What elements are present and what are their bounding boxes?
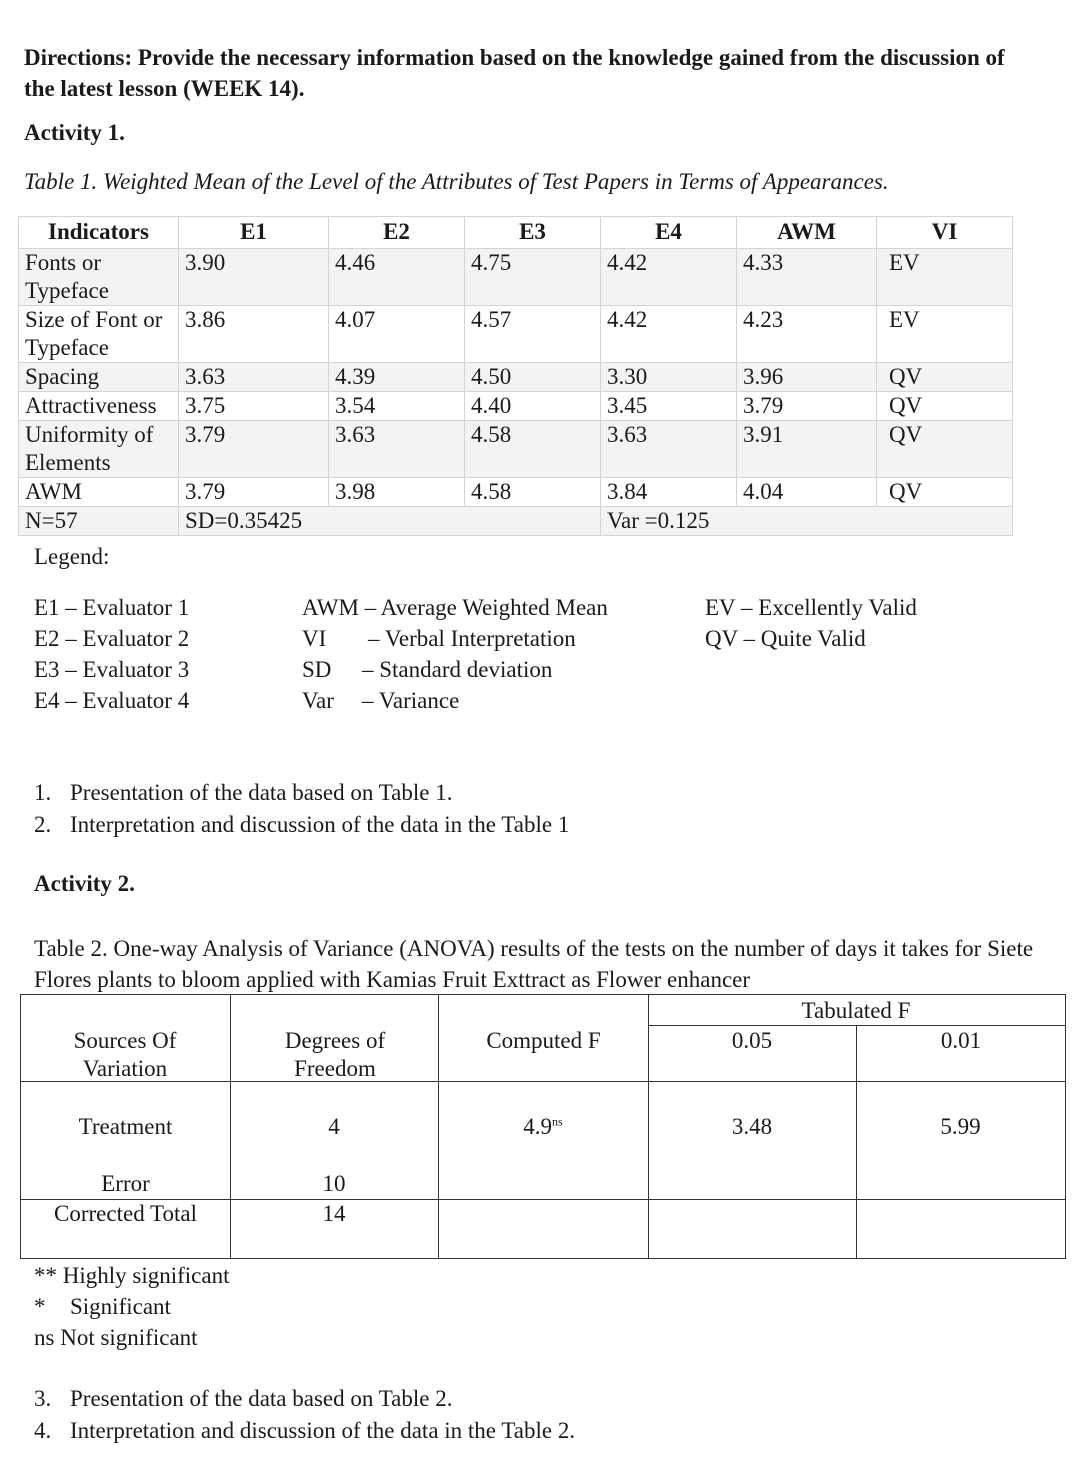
cell-vi: QV: [877, 363, 1013, 392]
cell-e1: 3.90: [179, 249, 329, 306]
sig-key: ns: [34, 1325, 55, 1350]
significance-legend: [34, 1260, 229, 1353]
legend-meaning: – Average Weighted Mean: [364, 595, 608, 620]
activity-2-questions: [34, 1383, 575, 1447]
table-2-caption: Table 2. One-way Analysis of Variance (ANOVA) results of the tests on the number of days it takes for Siete Flores plants to bloom applied with Kamias Fruit Exttract as Flower enhancer: [34, 936, 1034, 992]
table-1: [18, 216, 1013, 536]
cell-e2: 4.07: [329, 306, 465, 363]
legend-meaning: – Standard deviation: [362, 657, 553, 682]
row-treatment-f-005: 3.48: [731, 1114, 773, 1139]
cell-e4: 3.63: [601, 421, 737, 478]
cell-e3: 4.58: [465, 421, 601, 478]
legend-abbrev: AWM: [302, 595, 359, 620]
question-number: 2.: [34, 812, 52, 837]
cell-indicator: Attractiveness: [19, 392, 179, 421]
cell-e2: 3.98: [329, 478, 465, 507]
header-awm: AWM: [737, 217, 877, 249]
cell-e3: 4.75: [465, 249, 601, 306]
sig-key: *: [34, 1294, 46, 1319]
cell-e4: 4.42: [601, 306, 737, 363]
header-tabulated-f: Tabulated F: [801, 998, 911, 1023]
header-e3: E3: [465, 217, 601, 249]
legend-item: E3 – Evaluator 3: [34, 657, 190, 682]
cell-vi: QV: [877, 421, 1013, 478]
question-text: Presentation of the data based on Table 1.: [70, 780, 453, 805]
header-e2: E2: [329, 217, 465, 249]
legend-item: QV – Quite Valid: [705, 626, 866, 651]
cell-awm: 3.96: [737, 363, 877, 392]
question-text: Interpretation and discussion of the data in the Table 2.: [70, 1418, 576, 1443]
question-text: Interpretation and discussion of the data in the Table 1: [70, 812, 570, 837]
cell-e3: 4.57: [465, 306, 601, 363]
table-1-header-row: [19, 217, 1013, 249]
cell-indicator: AWM: [19, 478, 179, 507]
directions-text: Directions: Provide the necessary information based on the knowledge gained from the discussion of the latest lesson (WEEK 14).: [24, 45, 1005, 101]
cell-awm: 3.79: [737, 392, 877, 421]
list-item: [34, 809, 569, 841]
cell-e1: 3.63: [179, 363, 329, 392]
sig-meaning: Not significant: [60, 1325, 198, 1350]
table-divider: [856, 1025, 857, 1258]
cell-awm: 3.91: [737, 421, 877, 478]
computed-f-significance: ns: [552, 1114, 563, 1129]
cell-e2: 4.39: [329, 363, 465, 392]
cell-indicator: Fonts or Typeface: [19, 249, 179, 306]
cell-e1: 3.75: [179, 392, 329, 421]
header-computed-f: Computed F: [486, 1028, 601, 1053]
header-e1: E1: [179, 217, 329, 249]
activity-1-questions: [34, 777, 569, 841]
legend-meaning: – Verbal Interpretation: [368, 626, 576, 651]
legend-item: E1 – Evaluator 1: [34, 595, 190, 620]
row-treatment-df: 4: [328, 1114, 340, 1139]
cell-indicator: Uniformity of Elements: [19, 421, 179, 478]
table-row: [19, 478, 1013, 507]
table-divider: [648, 1025, 1065, 1026]
row-total-label: Corrected Total: [54, 1201, 197, 1226]
header-f-005: 0.05: [731, 1028, 773, 1053]
computed-f-value: 4.9: [523, 1114, 553, 1139]
row-total-df: 14: [322, 1201, 346, 1226]
legend-abbrev: Var: [302, 688, 334, 713]
legend-item: [302, 685, 608, 716]
legend-title: Legend:: [34, 544, 110, 569]
header-f-001: 0.01: [940, 1028, 982, 1053]
cell-e4: 3.30: [601, 363, 737, 392]
header-indicators: Indicators: [19, 217, 179, 249]
row-treatment-f-001: 5.99: [940, 1114, 981, 1139]
list-item: [34, 1322, 229, 1353]
header-vi: VI: [877, 217, 1013, 249]
cell-indicator: Size of Font or Typeface: [19, 306, 179, 363]
cell-e1: 3.79: [179, 478, 329, 507]
sig-meaning: Significant: [70, 1294, 171, 1319]
row-error-df: 10: [322, 1171, 346, 1196]
activity-2-heading: Activity 2.: [34, 871, 135, 896]
cell-indicator: Spacing: [19, 363, 179, 392]
cell-awm: 4.23: [737, 306, 877, 363]
legend-item: E4 – Evaluator 4: [34, 688, 190, 713]
cell-e3: 4.40: [465, 392, 601, 421]
list-item: [34, 1415, 575, 1447]
table-1-caption: Table 1. Weighted Mean of the Level of the Attributes of Test Papers in Terms of Appearances.: [24, 169, 889, 194]
cell-e3: 4.58: [465, 478, 601, 507]
activity-1-heading: Activity 1.: [24, 120, 125, 145]
cell-e4: 4.42: [601, 249, 737, 306]
row-error-label: Error: [101, 1171, 150, 1196]
table-2: [20, 994, 1066, 1259]
list-item: [34, 777, 569, 809]
legend-meaning: – Variance: [362, 688, 460, 713]
legend-abbrev: VI: [302, 626, 327, 651]
cell-sd: SD=0.35425: [179, 507, 601, 536]
table-row: [19, 421, 1013, 478]
cell-vi: QV: [877, 478, 1013, 507]
cell-vi: QV: [877, 392, 1013, 421]
question-text: Presentation of the data based on Table 2.: [70, 1386, 453, 1411]
legend-abbreviations: [302, 592, 608, 716]
legend-validity: [705, 592, 917, 654]
row-treatment-label: Treatment: [78, 1114, 173, 1139]
table-row: [19, 306, 1013, 363]
list-item: [34, 1260, 229, 1291]
table-row: [19, 363, 1013, 392]
cell-e2: 4.46: [329, 249, 465, 306]
sig-meaning: Highly significant: [62, 1263, 230, 1288]
legend-item: E2 – Evaluator 2: [34, 626, 190, 651]
cell-e2: 3.63: [329, 421, 465, 478]
cell-awm: 4.04: [737, 478, 877, 507]
cell-var: Var =0.125: [601, 507, 1013, 536]
legend-item: [302, 592, 608, 623]
legend-abbrev: SD: [302, 657, 332, 682]
cell-vi: EV: [877, 306, 1013, 363]
legend-item: EV – Excellently Valid: [705, 595, 917, 620]
question-number: 1.: [34, 780, 52, 805]
question-number: 4.: [34, 1418, 52, 1443]
cell-e3: 4.50: [465, 363, 601, 392]
cell-e4: 3.84: [601, 478, 737, 507]
table-footer-row: [19, 507, 1013, 536]
cell-n: N=57: [19, 507, 179, 536]
cell-e1: 3.79: [179, 421, 329, 478]
legend-evaluators: [34, 592, 189, 716]
header-degrees-of-freedom: Degrees of Freedom: [284, 1028, 386, 1081]
cell-awm: 4.33: [737, 249, 877, 306]
legend-item: [302, 654, 608, 685]
sig-key: **: [34, 1263, 57, 1288]
legend-item: [302, 623, 608, 654]
table-row: [19, 249, 1013, 306]
list-item: [34, 1383, 575, 1415]
cell-e1: 3.86: [179, 306, 329, 363]
cell-e4: 3.45: [601, 392, 737, 421]
question-number: 3.: [34, 1386, 52, 1411]
header-e4: E4: [601, 217, 737, 249]
cell-vi: EV: [877, 249, 1013, 306]
list-item: [34, 1291, 229, 1322]
row-treatment-computed-f: [438, 1113, 648, 1141]
cell-e2: 3.54: [329, 392, 465, 421]
table-row: [19, 392, 1013, 421]
header-sources-of-variation: Sources Of Variation: [73, 1028, 177, 1081]
